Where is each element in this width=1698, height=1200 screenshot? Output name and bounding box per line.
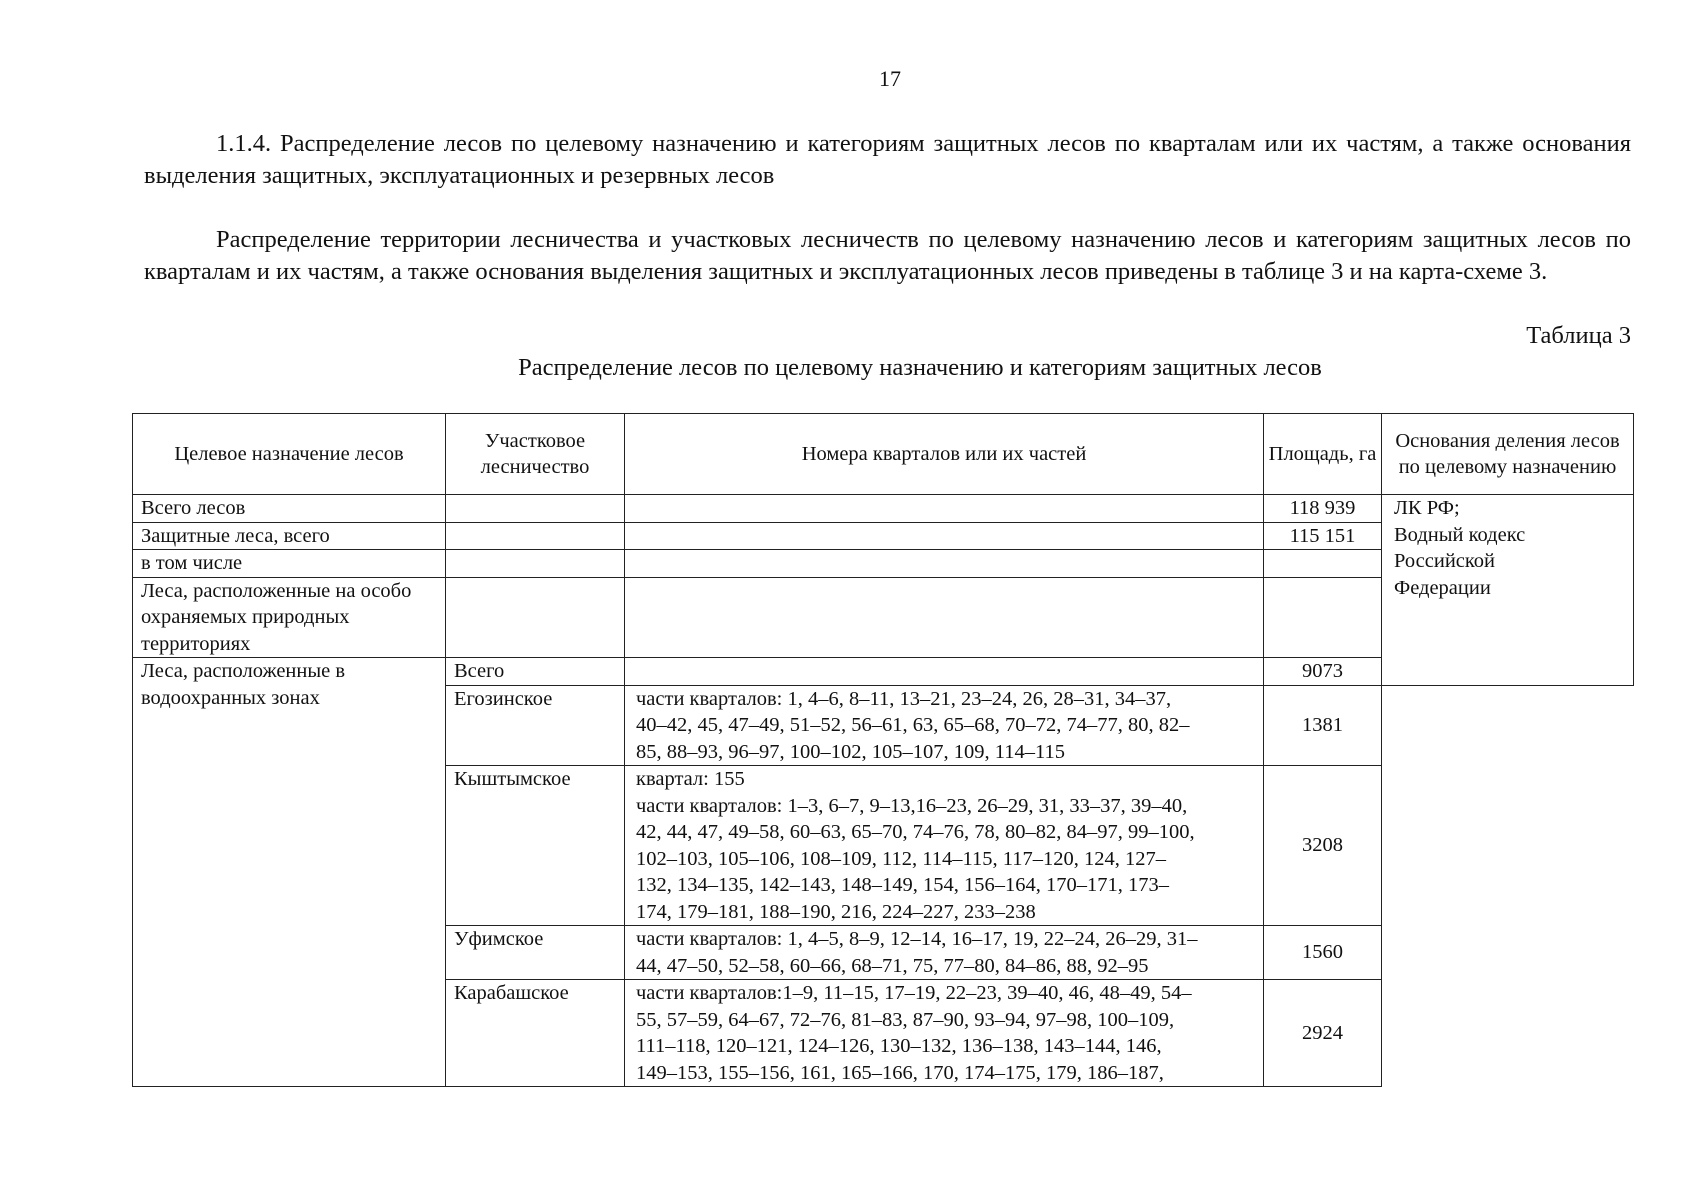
row-protective-label: Защитные леса, всего	[133, 522, 446, 550]
row-total-area: 118 939	[1264, 495, 1382, 523]
basis-line: ЛК РФ;	[1394, 497, 1460, 519]
row-oopt-label: Леса, расположенные на особо охраняемых природных территориях	[133, 577, 446, 658]
district-name: Карабашское	[446, 980, 625, 1087]
basis-line: Водный кодекс	[1394, 523, 1526, 546]
header-purpose: Целевое назначение лесов	[133, 414, 446, 495]
quarters-line: 42, 44, 47, 49–58, 60–63, 65–70, 74–76, 78, 80–82, 84–97, 99–100,	[636, 821, 1195, 843]
row-water-total-area: 9073	[1264, 658, 1382, 686]
quarters-line: 132, 134–135, 142–143, 148–149, 154, 156–164, 170–171, 173–	[636, 874, 1169, 896]
empty-cell	[446, 495, 625, 523]
header-district: Участковое лесничество	[446, 414, 625, 495]
district-name: Кыштымское	[446, 766, 625, 926]
basis-line: Федерации	[1394, 576, 1491, 599]
district-area: 1560	[1264, 926, 1382, 980]
empty-cell	[446, 550, 625, 578]
intro-paragraph: Распределение территории лесничества и участковых лесничеств по целевому назначению лесов и категориям защитных лесов по кварталам и их частям, а также основания выделения защитных и эксплуатационных лесов приведены в таблице 3 и на карта-схеме 3.	[144, 226, 1631, 285]
section-heading: 1.1.4. Распределение лесов по целевому назначению и категориям защитных лесов по кварталам или их частям, а также основания выделения защитных, эксплуатационных и резервных лесов	[144, 130, 1631, 189]
row-water-label: Леса, расположенные в водоохранных зонах	[133, 658, 446, 1087]
quarters-line: 44, 47–50, 52–58, 60–66, 68–71, 75, 77–80, 84–86, 88, 92–95	[636, 954, 1149, 977]
basis-cell	[1382, 495, 1634, 686]
quarters-line: 55, 57–59, 64–67, 72–76, 81–83, 87–90, 93–94, 97–98, 100–109,	[636, 1008, 1175, 1031]
empty-cell	[625, 550, 1264, 578]
quarters-line: части кварталов: 1, 4–5, 8–9, 12–14, 16–17, 19, 22–24, 26–29, 31–	[636, 928, 1198, 950]
district-quarters	[625, 926, 1264, 980]
district-quarters	[625, 980, 1264, 1087]
empty-cell	[446, 577, 625, 658]
forest-distribution-table	[132, 413, 1634, 1087]
district-quarters	[625, 685, 1264, 766]
table-header-row	[133, 414, 1634, 495]
row-water-total-label: Всего	[446, 658, 625, 686]
quarters-line: 85, 88–93, 96–97, 100–102, 105–107, 109, 114–115	[636, 740, 1065, 763]
empty-cell	[1264, 550, 1382, 578]
empty-cell	[446, 522, 625, 550]
quarters-line: 40–42, 45, 47–49, 51–52, 56–61, 63, 65–68, 70–72, 74–77, 80, 82–	[636, 714, 1190, 736]
district-area: 1381	[1264, 685, 1382, 766]
district-area: 2924	[1264, 980, 1382, 1087]
table-title: Распределение лесов по целевому назначению и категориям защитных лесов	[518, 354, 1322, 381]
district-area: 3208	[1264, 766, 1382, 926]
quarters-line: 174, 179–181, 188–190, 216, 224–227, 233–238	[636, 900, 1036, 923]
empty-cell	[625, 658, 1264, 686]
quarters-line: части кварталов:1–9, 11–15, 17–19, 22–23, 39–40, 46, 48–49, 54–	[636, 982, 1192, 1004]
row-including-label: в том числе	[133, 550, 446, 578]
quarters-line: 111–118, 120–121, 124–126, 130–132, 136–138, 143–144, 146,	[636, 1035, 1162, 1057]
row-total-label: Всего лесов	[133, 495, 446, 523]
quarters-line: части кварталов: 1, 4–6, 8–11, 13–21, 23–24, 26, 28–31, 34–37,	[636, 687, 1172, 710]
row-protective-area: 115 151	[1264, 522, 1382, 550]
quarters-line: 149–153, 155–156, 161, 165–166, 170, 174–175, 179, 186–187,	[636, 1061, 1164, 1084]
empty-cell	[625, 577, 1264, 658]
header-area: Площадь, га	[1264, 414, 1382, 495]
quarters-line: 102–103, 105–106, 108–109, 112, 114–115, 117–120, 124, 127–	[636, 847, 1166, 870]
table-number: Таблица 3	[1526, 322, 1631, 349]
district-quarters	[625, 766, 1264, 926]
district-name: Уфимское	[446, 926, 625, 980]
header-basis: Основания деления лесов по целевому назначению	[1382, 414, 1634, 495]
district-name: Егозинское	[446, 685, 625, 766]
header-quarters: Номера кварталов или их частей	[625, 414, 1264, 495]
quarters-line: квартал: 155	[636, 768, 745, 790]
page-number: 17	[879, 66, 901, 91]
empty-cell	[625, 495, 1264, 523]
basis-line: Российской	[1394, 550, 1496, 572]
empty-cell	[625, 522, 1264, 550]
table-row	[133, 495, 1634, 523]
empty-cell	[1264, 577, 1382, 658]
quarters-line: части кварталов: 1–3, 6–7, 9–13,16–23, 26–29, 31, 33–37, 39–40,	[636, 794, 1188, 817]
